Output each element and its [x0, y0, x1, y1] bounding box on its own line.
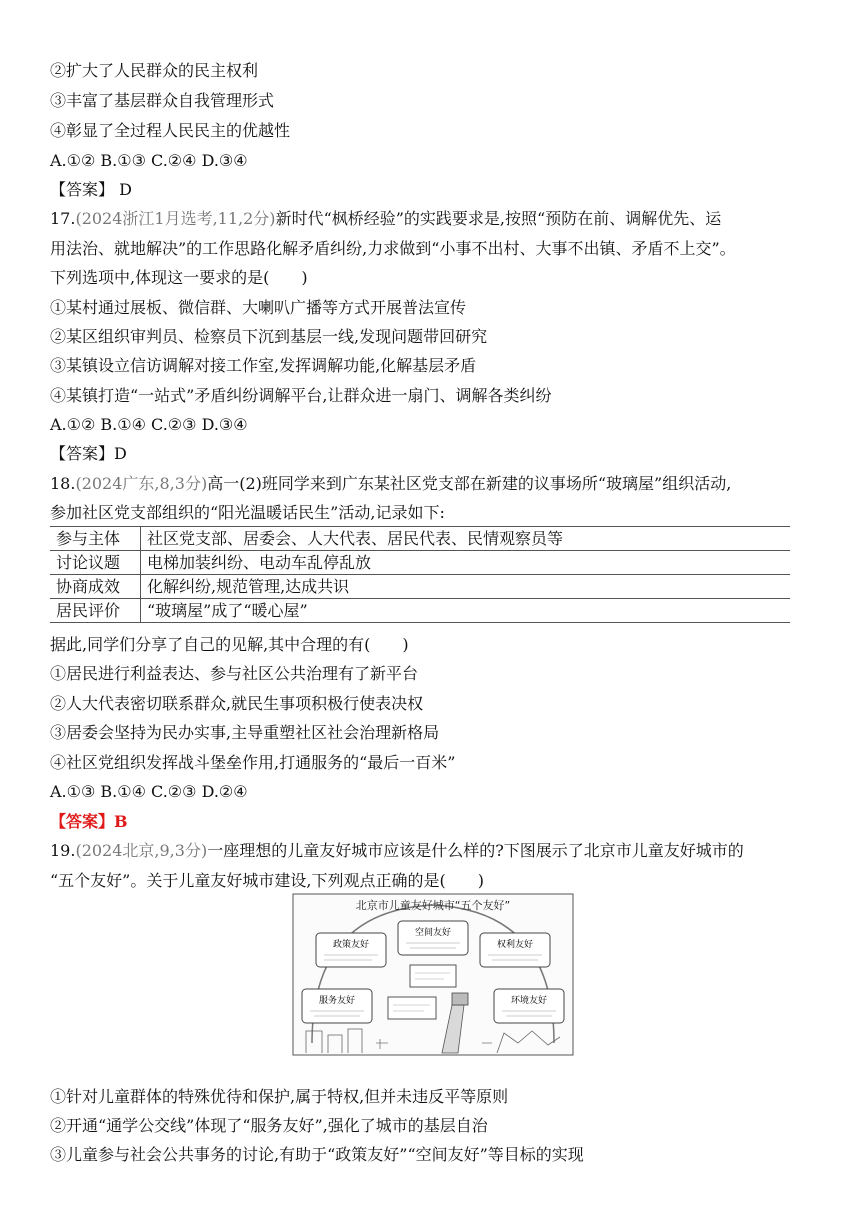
answer-choices: A.①② B.①③ C.②④ D.③④ — [50, 151, 248, 170]
node-space — [398, 921, 468, 955]
option-text: ①针对儿童群体的特殊优待和保护,属于特权,但并未违反平等原则 — [50, 1087, 509, 1106]
stem-text: “五个友好”。关于儿童友好城市建设,下列观点正确的是( ) — [50, 871, 484, 890]
answer-value: D — [114, 444, 127, 463]
answer-line: 【答案】B — [50, 812, 128, 831]
stem-text: 据此,同学们分享了自己的见解,其中合理的有( ) — [50, 635, 409, 654]
answer-line — [50, 177, 820, 203]
table-value: 电梯加装纠纷、电动车乱停乱放 — [141, 551, 791, 575]
option-text: ②某区组织审判员、检察员下沉到基层一线,发现问题带回研究 — [50, 327, 488, 346]
stem-text: 用法治、就地解决”的工作思路化解矛盾纠纷,力求做到“小事不出村、大事不出镇、矛盾不上交”。 — [50, 239, 736, 258]
stem-text: 一座理想的儿童友好城市应该是什么样的?下图展示了北京市儿童友好城市的 — [207, 841, 744, 860]
node-service — [302, 989, 372, 1023]
option-text: ④某镇打造“一站式”矛盾纠纷调解平台,让群众进一扇门、调解各类纠纷 — [50, 386, 552, 405]
answer-label: 【答案】 — [50, 180, 115, 199]
option-text: ③儿童参与社会公共事务的讨论,有助于“政策友好”“空间友好”等目标的实现 — [50, 1145, 584, 1164]
option-text: ①某村通过展板、微信群、大喇叭广播等方式开展普法宣传 — [50, 298, 467, 317]
table-row — [50, 575, 790, 599]
answer-line — [50, 441, 820, 467]
table-value: 化解纠纷,规范管理,达成共识 — [141, 575, 791, 599]
option-text: ④社区党组织发挥战斗堡垒作用,打通服务的“最后一百米” — [50, 753, 456, 772]
five-friendly-diagram — [292, 893, 574, 1056]
table-row — [50, 527, 790, 551]
question-19-stem — [50, 838, 820, 864]
answer-label: 【答案】 — [50, 444, 115, 463]
stem-text: 参加社区党支部组织的“阳光温暖话民生”活动,记录如下: — [50, 503, 445, 522]
diagram-svg — [292, 893, 574, 1056]
question-source: (2024北京,9,3分) — [75, 841, 208, 860]
stem-text: 高一(2)班同学来到广东某社区党支部在新建的议事场所“玻璃屋”组织活动, — [207, 474, 732, 493]
question-number: 18. — [50, 474, 76, 493]
table-row — [50, 551, 790, 575]
answer-choices: A.①② B.①④ C.②③ D.③④ — [50, 415, 248, 434]
question-17-stem — [50, 206, 820, 232]
node-label: 政策友好 — [332, 940, 370, 950]
stem-text: 下列选项中,体现这一要求的是( ) — [50, 268, 308, 287]
option-text: ③丰富了基层群众自我管理形式 — [50, 91, 275, 110]
node-policy — [316, 933, 386, 967]
table-row — [50, 599, 790, 623]
option-text: ②扩大了人民群众的民主权利 — [50, 61, 259, 80]
node-environment — [494, 989, 564, 1023]
node-label: 空间友好 — [414, 928, 452, 938]
question-number: 19. — [50, 841, 76, 860]
question-source: (2024浙江1月选考,11,2分) — [75, 209, 276, 228]
option-text: ①居民进行利益表达、参与社区公共治理有了新平台 — [50, 664, 419, 683]
table-key: 讨论议题 — [50, 551, 141, 575]
table-value: “玻璃屋”成了“暖心屋” — [141, 599, 791, 623]
node-rights — [480, 933, 550, 967]
table-key: 协商成效 — [50, 575, 141, 599]
question-18-stem — [50, 471, 820, 497]
question-source: (2024广东,8,3分) — [75, 474, 208, 493]
table-value: 社区党支部、居委会、人大代表、居民代表、民情观察员等 — [141, 527, 791, 551]
option-text: ④彰显了全过程人民民主的优越性 — [50, 121, 291, 140]
stem-text: 新时代“枫桥经验”的实践要求是,按照“预防在前、调解优先、运 — [275, 209, 722, 228]
node-label: 权利友好 — [496, 940, 534, 950]
table-key: 参与主体 — [50, 527, 141, 551]
option-text: ②开通“通学公交线”体现了“服务友好”,强化了城市的基层自治 — [50, 1116, 488, 1135]
node-label: 服务友好 — [318, 996, 356, 1006]
diagram-title: 北京市儿童友好城市“五个友好” — [355, 899, 511, 912]
question-number: 17. — [50, 209, 76, 228]
answer-choices: A.①③ B.①④ C.②③ D.②④ — [50, 782, 248, 801]
option-text: ③某镇设立信访调解对接工作室,发挥调解功能,化解基层矛盾 — [50, 356, 477, 375]
option-text: ②人大代表密切联系群众,就民生事项积极行使表决权 — [50, 694, 424, 713]
table-key: 居民评价 — [50, 599, 141, 623]
answer-value: D — [119, 180, 132, 199]
record-table — [50, 526, 790, 623]
option-text: ③居委会坚持为民办实事,主导重塑社区社会治理新格局 — [50, 723, 440, 742]
node-label: 环境友好 — [510, 996, 548, 1006]
